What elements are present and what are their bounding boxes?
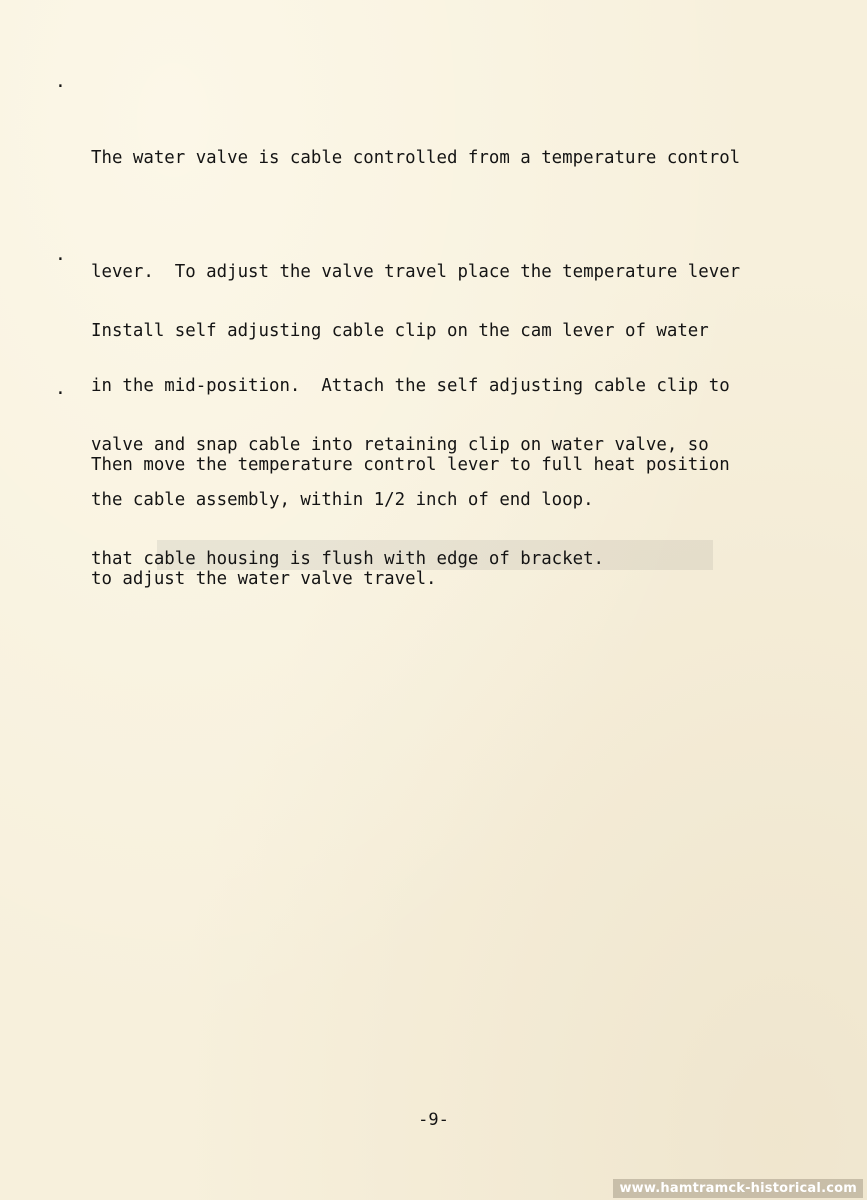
paragraph-line: to adjust the water valve travel. bbox=[91, 569, 437, 589]
paragraph-text bbox=[91, 370, 811, 674]
paragraph-line: valve and snap cable into retaining clip on water valve, so bbox=[91, 435, 709, 455]
paragraph-line: lever. To adjust the valve travel place the temperature lever bbox=[91, 262, 741, 282]
bullet-dot: . bbox=[55, 71, 66, 92]
bullet-dot: . bbox=[55, 378, 66, 399]
paragraph-line: in the mid-position. Attach the self adjusting cable clip to bbox=[91, 376, 730, 396]
paragraph-line: The water valve is cable controlled from a temperature control bbox=[91, 148, 741, 168]
watermark-url: www.hamtramck-historical.com bbox=[613, 1179, 863, 1198]
paragraph-line: Then move the temperature control lever to full heat position bbox=[91, 455, 730, 475]
page-number: -9- bbox=[418, 1110, 449, 1130]
paragraph-line: that cable housing is flush with edge of bracket. bbox=[91, 549, 605, 569]
bullet-dot: . bbox=[55, 244, 66, 265]
paragraph-line: Install self adjusting cable clip on the cam lever of water bbox=[91, 321, 709, 341]
paragraph-line: the cable assembly, within 1/2 inch of end loop. bbox=[91, 490, 594, 510]
